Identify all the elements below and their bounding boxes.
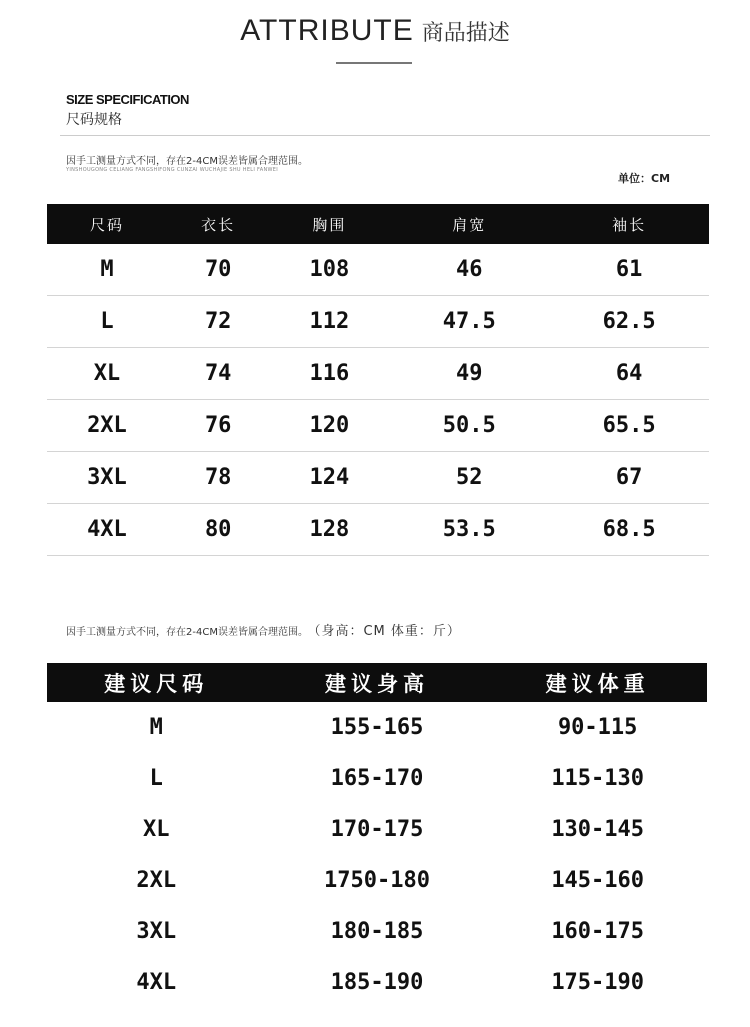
- table-cell: 3XL: [47, 452, 167, 504]
- table-cell: 72: [167, 296, 270, 348]
- table-cell: 170-175: [330, 817, 424, 842]
- table-cell: M: [149, 715, 163, 740]
- table-cell: L: [47, 296, 167, 348]
- page-header: [0, 14, 750, 48]
- table-cell: 165-170: [330, 766, 424, 791]
- header-cell: 肩宽: [389, 204, 549, 244]
- table-cell: 64: [549, 348, 709, 400]
- header-cell: 袖长: [549, 204, 709, 244]
- table-cell: 4XL: [136, 970, 177, 995]
- table-cell: 90-115: [557, 715, 638, 740]
- header-cell: 建议尺码: [47, 663, 266, 702]
- header-cell: 尺码: [47, 204, 167, 244]
- table-cell: 3XL: [136, 919, 177, 944]
- unit-label: 单位：CM: [618, 172, 671, 185]
- header-divider: [336, 62, 412, 64]
- size-table: [47, 204, 709, 556]
- table-row: [47, 957, 707, 1008]
- table-cell: 2XL: [47, 400, 167, 452]
- table-cell: 185-190: [330, 970, 424, 995]
- table-cell: 76: [167, 400, 270, 452]
- table-cell: 128: [269, 504, 389, 556]
- header-title-en: ATTRIBUTE: [240, 14, 414, 47]
- table-cell: 70: [167, 244, 270, 296]
- table-cell: 61: [549, 244, 709, 296]
- table-cell: 112: [269, 296, 389, 348]
- table-cell: 155-165: [330, 715, 424, 740]
- recommend-note-units: （身高：CM 体重：斤）: [313, 624, 461, 639]
- table-cell: 145-160: [551, 868, 645, 893]
- recommend-note-text: 因手工测量方式不同，存在2-4CM误差皆属合理范围。: [66, 627, 308, 638]
- table-cell: 1750-180: [324, 868, 430, 893]
- table-cell: 175-190: [551, 970, 645, 995]
- table-row: [47, 906, 707, 957]
- table-cell: 74: [167, 348, 270, 400]
- table-cell: 116: [269, 348, 389, 400]
- table-cell: 65.5: [549, 400, 709, 452]
- table-cell: 80: [167, 504, 270, 556]
- table-cell: 160-175: [551, 919, 645, 944]
- table-row: [47, 504, 709, 556]
- table-cell: 78: [167, 452, 270, 504]
- size-table-header: [47, 204, 709, 244]
- table-cell: XL: [143, 817, 170, 842]
- table-row: [47, 244, 709, 296]
- table-cell: 53.5: [389, 504, 549, 556]
- table-row: [47, 702, 707, 753]
- table-cell: 2XL: [136, 868, 177, 893]
- table-cell: XL: [47, 348, 167, 400]
- table-cell: 108: [269, 244, 389, 296]
- table-row: [47, 400, 709, 452]
- size-spec-title-en: SIZE SPECIFICATION: [66, 92, 189, 107]
- table-cell: 62.5: [549, 296, 709, 348]
- header-cell: 胸围: [269, 204, 389, 244]
- table-cell: 120: [269, 400, 389, 452]
- header-cell: 衣长: [167, 204, 270, 244]
- table-row: [47, 855, 707, 906]
- size-spec-title: [66, 92, 189, 129]
- recommend-table-header: [47, 663, 707, 702]
- table-row: [47, 296, 709, 348]
- table-row: [47, 452, 709, 504]
- section-divider: [60, 135, 710, 136]
- table-cell: 47.5: [389, 296, 549, 348]
- table-cell: 180-185: [330, 919, 424, 944]
- table-cell: 4XL: [47, 504, 167, 556]
- header-cell: 建议体重: [488, 663, 707, 702]
- table-cell: 67: [549, 452, 709, 504]
- table-cell: 46: [389, 244, 549, 296]
- table-cell: L: [149, 766, 163, 791]
- table-row: [47, 804, 707, 855]
- recommend-table: [47, 663, 707, 1008]
- recommend-note: [66, 620, 461, 639]
- table-cell: 68.5: [549, 504, 709, 556]
- table-cell: 52: [389, 452, 549, 504]
- table-row: [47, 753, 707, 804]
- table-cell: M: [47, 244, 167, 296]
- table-cell: 130-145: [551, 817, 645, 842]
- size-spec-title-zh: 尺码规格: [66, 112, 122, 128]
- table-cell: 124: [269, 452, 389, 504]
- table-cell: 50.5: [389, 400, 549, 452]
- header-title-zh: 商品描述: [421, 21, 510, 46]
- table-cell: 115-130: [551, 766, 645, 791]
- measurement-note: 因手工测量方式不同，存在2-4CM误差皆属合理范围。: [66, 156, 308, 167]
- measurement-note-pinyin: YINSHOUGONG CELIANG FANGSHIFONG CUNZAI WUCHAJIE SHU HELI FANWEI: [66, 167, 279, 173]
- table-cell: 49: [389, 348, 549, 400]
- header-cell: 建议身高: [266, 663, 489, 702]
- table-row: [47, 348, 709, 400]
